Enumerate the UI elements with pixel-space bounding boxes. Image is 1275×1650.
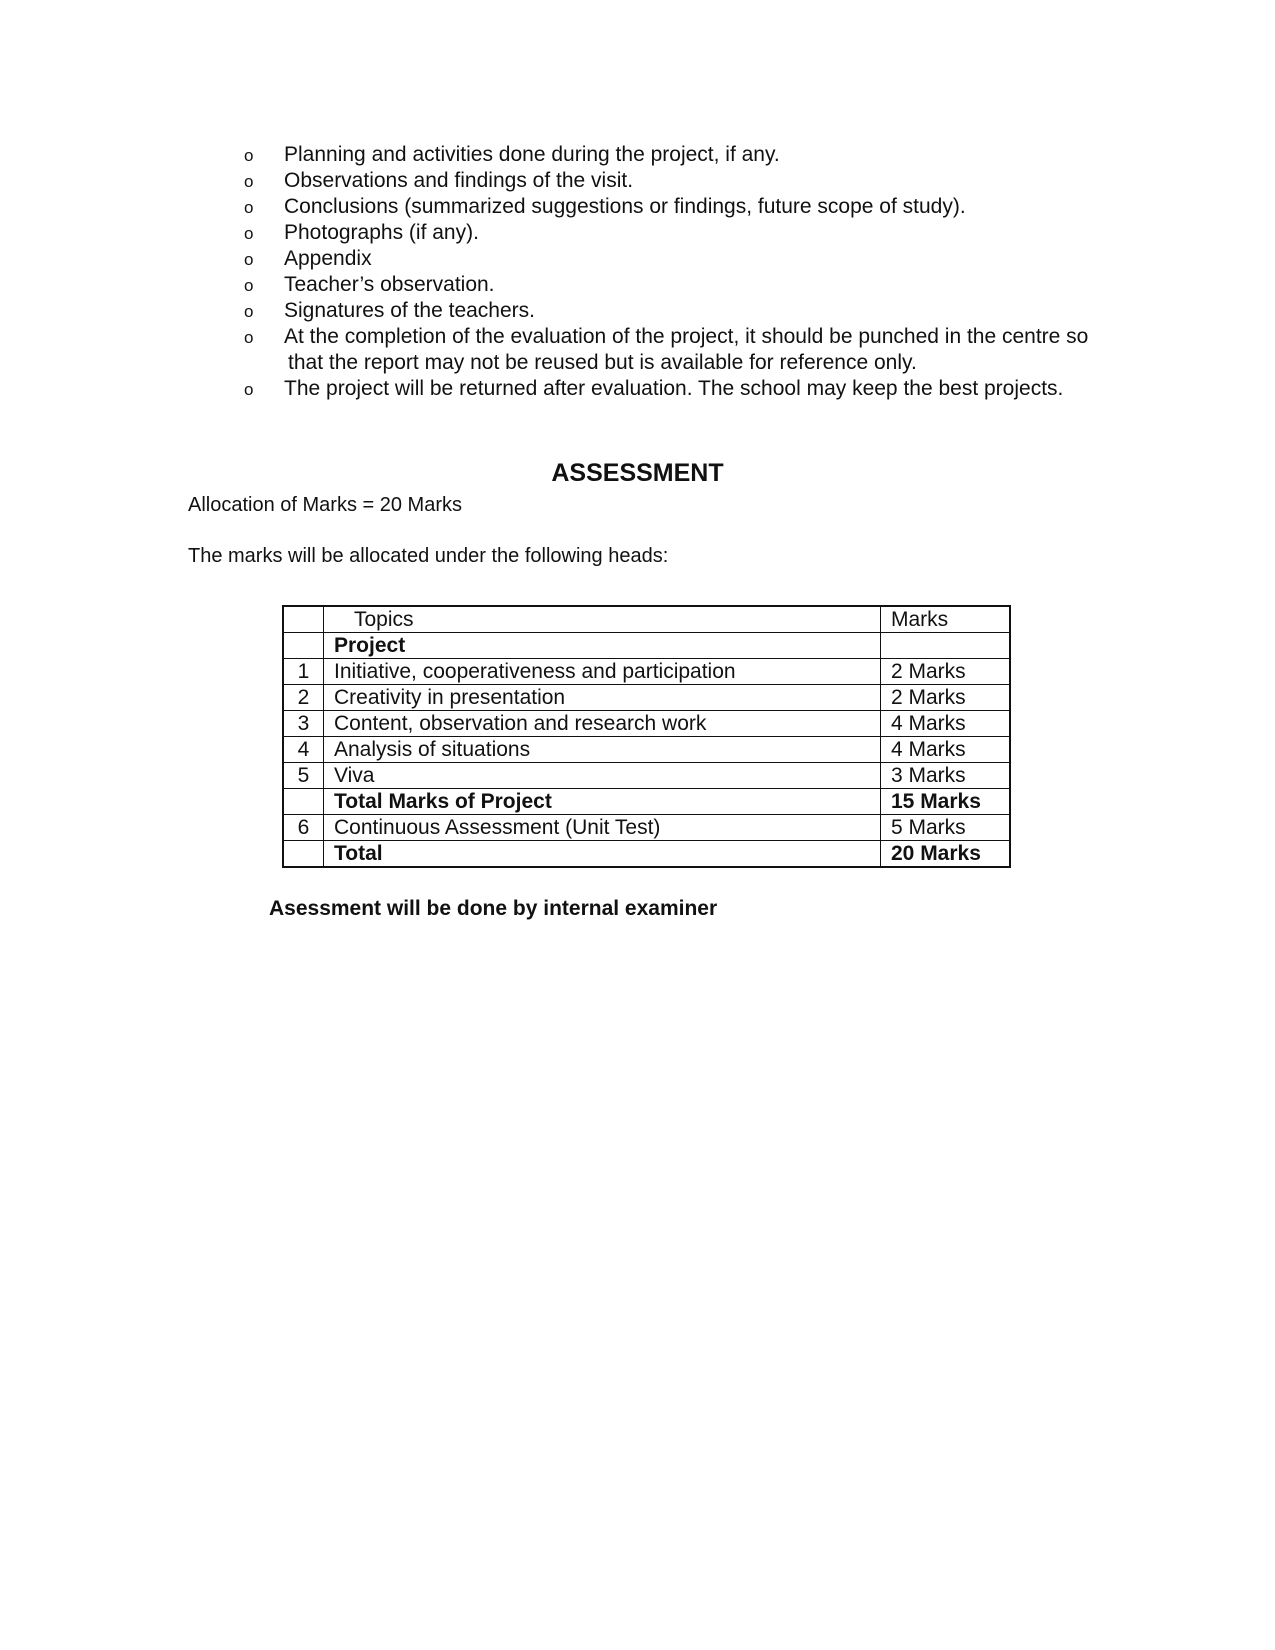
marks-table [282, 605, 1011, 868]
list-item-text: Planning and activities done during the project, if any. [284, 143, 780, 166]
row-topic-cell: Total Marks of Project [324, 789, 881, 815]
row-topic-cell: Creativity in presentation [324, 685, 881, 711]
bullet-marker: o [244, 172, 254, 191]
list-item [244, 298, 1104, 324]
row-marks-cell: 5 Marks [881, 815, 1011, 841]
row-topic-cell: Total [324, 841, 881, 868]
header-num-cell [283, 606, 324, 633]
list-item [244, 246, 1104, 272]
list-item [244, 376, 1104, 402]
row-num-cell [283, 633, 324, 659]
row-topic-cell: Initiative, cooperativeness and participation [324, 659, 881, 685]
row-topic-cell: Continuous Assessment (Unit Test) [324, 815, 881, 841]
row-marks-cell: 2 Marks [881, 685, 1011, 711]
list-item [244, 142, 1104, 168]
bullet-marker: o [244, 328, 254, 347]
list-item [244, 220, 1104, 246]
bullet-list [244, 142, 1104, 402]
row-marks-cell: 2 Marks [881, 659, 1011, 685]
examiner-note: Asessment will be done by internal examiner [269, 897, 718, 920]
row-num-cell: 5 [283, 763, 324, 789]
header-marks-cell: Marks [881, 606, 1011, 633]
row-topic-cell: Content, observation and research work [324, 711, 881, 737]
header-topics-cell: Topics [324, 606, 881, 633]
row-marks-cell: 20 Marks [881, 841, 1011, 868]
row-num-cell: 2 [283, 685, 324, 711]
row-topic-cell: Viva [324, 763, 881, 789]
list-item-text: Conclusions (summarized suggestions or findings, future scope of study). [284, 195, 966, 218]
row-marks-cell: 3 Marks [881, 763, 1011, 789]
table-row [283, 763, 1010, 789]
list-item-text: Teacher’s observation. [284, 273, 495, 296]
bullet-marker: o [244, 276, 254, 295]
bullet-marker: o [244, 380, 254, 399]
row-topic-cell: Project [324, 633, 881, 659]
row-topic-cell: Analysis of situations [324, 737, 881, 763]
row-marks-cell: 4 Marks [881, 737, 1011, 763]
section-heading: ASSESSMENT [551, 459, 724, 487]
table-row [283, 685, 1010, 711]
list-item-text: Photographs (if any). [284, 221, 479, 244]
bullet-marker: o [244, 250, 254, 269]
row-num-cell [283, 789, 324, 815]
row-num-cell: 3 [283, 711, 324, 737]
table-row [283, 711, 1010, 737]
list-item [244, 272, 1104, 298]
row-num-cell [283, 841, 324, 868]
list-item [244, 194, 1104, 220]
list-item-text: Observations and findings of the visit. [284, 169, 634, 192]
table-row [283, 815, 1010, 841]
row-num-cell: 6 [283, 815, 324, 841]
row-marks-cell [881, 633, 1011, 659]
row-marks-cell: 4 Marks [881, 711, 1011, 737]
bullet-marker: o [244, 198, 254, 217]
list-item-text: Signatures of the teachers. [284, 299, 535, 322]
intro-text: The marks will be allocated under the following heads: [188, 545, 669, 567]
list-item-text: The project will be returned after evaluation. The school may keep the best projects. [284, 377, 1064, 400]
allocation-text: Allocation of Marks = 20 Marks [188, 494, 462, 516]
list-item [244, 168, 1104, 194]
bullet-marker: o [244, 302, 254, 321]
bullet-marker: o [244, 224, 254, 243]
table-row [283, 789, 1010, 815]
row-num-cell: 1 [283, 659, 324, 685]
table-row [283, 841, 1010, 868]
list-item [244, 324, 1104, 376]
table-row [283, 659, 1010, 685]
list-item-text: Appendix [284, 247, 372, 270]
row-num-cell: 4 [283, 737, 324, 763]
table-row [283, 633, 1010, 659]
row-marks-cell: 15 Marks [881, 789, 1011, 815]
table-header-row [283, 606, 1010, 633]
table-row [283, 737, 1010, 763]
list-item-text: At the completion of the evaluation of the project, it should be punched in the centre so that the report may not be reused but is available for reference only. [284, 325, 1089, 374]
bullet-marker: o [244, 146, 254, 165]
